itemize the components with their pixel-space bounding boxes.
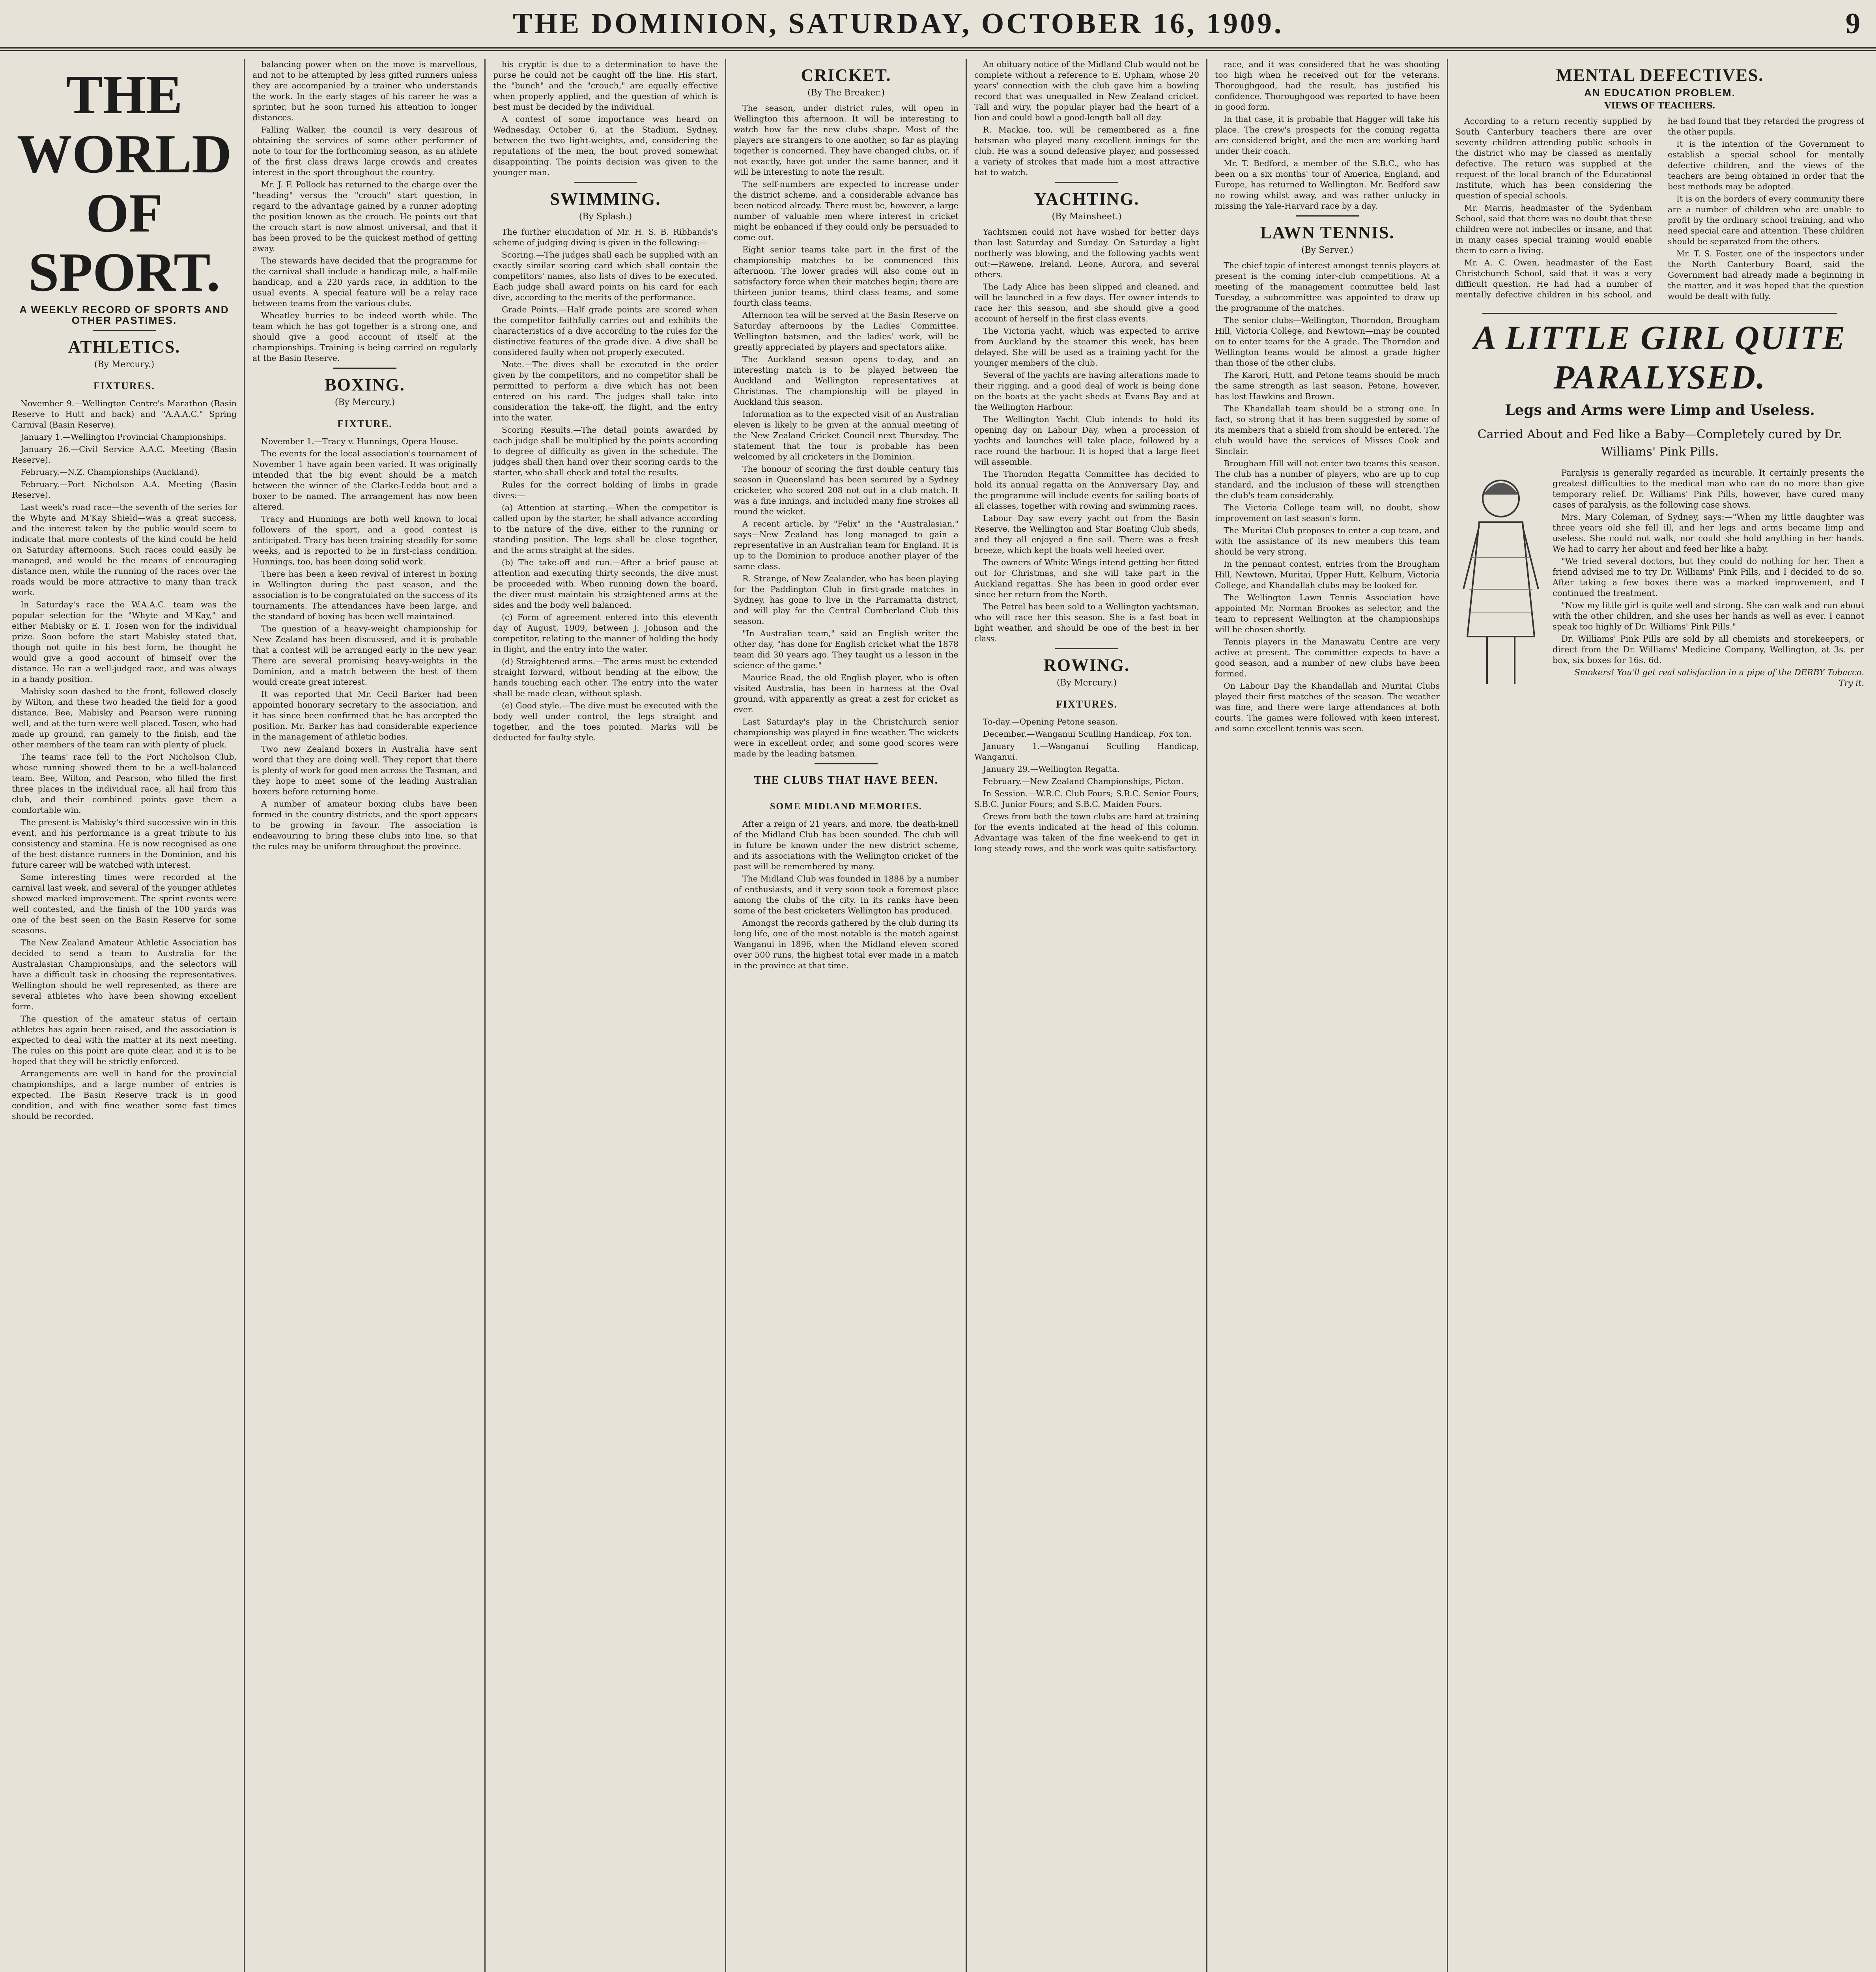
paragraph: Note.—The dives shall be executed in the order given by the competitors, and no competitor shall be permitted to perform a dive which has not been entered on his card. The judges shall take into consideration the take-off, the flight, and the entry into the water.	[493, 360, 718, 422]
yachting-heading: YACHTING.	[1034, 189, 1140, 209]
paragraph: his cryptic is due to a determination to have the purse he could not be caught off the line. His start, the "bunch" and the "crouch," are equally effective when properly applied, and the question of which is best must be decided by the individual.	[493, 60, 718, 112]
column-5	[974, 59, 1199, 1972]
education-problem-subheading: AN EDUCATION PROBLEM.	[1584, 87, 1736, 99]
masthead-title: THE DOMINION, SATURDAY, OCTOBER 16, 1909.	[513, 7, 1284, 40]
paragraph: Labour Day saw every yacht out from the Basin Reserve, the Wellington and Star Boating Club sheds, and they all enjoyed a fine sail. There was a fresh breeze, which kept the boats well heeled over.	[974, 514, 1199, 555]
paragraph: November 9.—Wellington Centre's Marathon (Basin Reserve to Hutt and back) and "A.A.A.C." Spring Carnival (Basin Reserve).	[12, 399, 237, 430]
paragraph: Last Saturday's play in the Christchurch senior championship was played in fine weather. The wickets were in excellent order, and some good scores were made by the leading batsmen.	[734, 717, 959, 758]
rowing-fixtures-heading: FIXTURES.	[1056, 698, 1117, 710]
paragraph: R. Strange, of New Zealander, who has been playing for the Paddington Club in first-grade matches in Sydney, has gone to live in the Parramatta district, and will play for the Central Cumberland Club this season.	[734, 574, 959, 626]
column-1	[12, 59, 237, 1972]
paragraph: January 29.—Wellington Regatta.	[983, 764, 1120, 774]
mental-defectives-body	[1456, 116, 1864, 302]
paragraph: Mr. A. C. Owen, headmaster of the East Christchurch School, said that it was a very difficult question. He had had a number of mentally defective children in his school, and he had found that they retarded the progress of the other pupils.	[1456, 116, 1864, 299]
masthead	[0, 0, 1876, 51]
paragraph: balancing power when on the move is marvellous, and not to be attempted by less gifted runners unless they are accompanied by a trainer who understands the work. In the early stages of his career he was a sprinter, but he soon turned his attention to longer distances.	[252, 60, 477, 122]
column-rule	[244, 59, 245, 1972]
paragraph: The Lady Alice has been slipped and cleaned, and will be launched in a few days. Her owner intends to race her this season, and she should give a good account of herself in the first class events.	[974, 282, 1199, 323]
paragraph: The Victoria yacht, which was expected to arrive from Auckland by the steamer this week, has been delayed. She will be used as a training yacht for the younger members of the club.	[974, 326, 1199, 368]
paragraph: The question of the amateur status of certain athletes has again been raised, and the association is expected to deal with the matter at its next meeting. The rules on this point are quite clear, and it is to be hoped that they will be strictly enforced.	[12, 1014, 237, 1066]
paragraph: The Wellington Yacht Club intends to hold its opening day on Labour Day, when a procession of yachts and launches will take place, followed by a race round the harbour. It is hoped that a large fleet will assemble.	[974, 415, 1199, 467]
paragraph: The New Zealand Amateur Athletic Association has decided to send a team to Australia for the Australasian Championships, and the selectors will have a difficult task in choosing the representatives. Wellington should be well represented, as there are several athletes who have been showing excellent form.	[12, 938, 237, 1011]
column-rule	[966, 59, 967, 1972]
ad-subheadline: Legs and Arms were Limp and Useless.	[1505, 402, 1815, 418]
paragraph: Amongst the records gathered by the club during its long life, one of the most notable is the match against Wanganui in 1896, when the Midland eleven scored over 500 runs, the highest total ever made in a match in the province at that time.	[734, 918, 959, 970]
divider	[574, 182, 637, 183]
paragraph: The Khandallah team should be a strong one. In fact, so strong that it has been suggested by some of its members that a shield from should be entered. The club would have the services of Misses Cook and Sinclair.	[1215, 404, 1440, 456]
paragraph: (a) Attention at starting.—When the competitor is called upon by the starter, he shall advance according to the nature of the dive, either to the running or standing position. The legs shall be close together, and the arms straight at the sides.	[493, 503, 718, 555]
paragraph: A recent article, by "Felix" in the "Australasian," says—New Zealand has long managed to gain a representative in an Australian team for England. It is up to the Dominion to produce another player of the same class.	[734, 519, 959, 571]
paragraph: According to a return recently supplied by South Canterbury teachers there are over seventy children attending public schools in the district who may be classed as mentally defective. The return was supplied at the request of the local branch of the Educational Institute, which has been considering the question of special schools.	[1456, 116, 1652, 200]
paragraph: To-day.—Opening Petone season.	[983, 717, 1118, 726]
paragraph: The chief topic of interest amongst tennis players at present is the coming inter-club competitions. At a meeting of the management committee held last Tuesday, a subcommittee was appointed to draw up the programme of the matches.	[1215, 261, 1440, 313]
paragraph: The present is Mabisky's third successive win in this event, and his performance is a great tribute to his consistency and stamina. He is now recognised as one of the best distance runners in the Dominion, and his future career will be watched with interest.	[12, 818, 237, 870]
paragraph: Some interesting times were recorded at the carnival last week, and several of the younger athletes showed marked improvement. The sprint events were well contested, and the finish of the 100 yards was one of the best seen on the Basin Reserve for some seasons.	[12, 872, 237, 935]
paragraph: The Auckland season opens to-day, and an interesting match is to be played between the Auckland and Wellington representatives at Christmas. The championship will be played in Auckland this season.	[734, 355, 959, 407]
paragraph: The events for the local association's tournament of November 1 have again been varied. It was originally intended that the big event should be a match between the winner of the Clarke-Ledda bout and a boxer to be named. The arrangement has now been altered.	[252, 449, 477, 512]
cricket-heading: CRICKET.	[801, 65, 891, 85]
divider	[333, 368, 396, 369]
paragraph: It is on the borders of every community there are a number of children who are unable to profit by the ordinary school training, and who need special care and attention. These children should be separated from the others.	[1668, 194, 1864, 246]
lawn-tennis-heading: LAWN TENNIS.	[1260, 223, 1395, 242]
paragraph: Maurice Read, the old English player, who is often visited Australia, has been in harness at the Oval ground, with apparently as great a zest for cricket as ever.	[734, 673, 959, 714]
paragraph: (d) Straightened arms.—The arms must be extended straight forward, without bending at the elbow, the hands touching each other. The entry into the water shall be made clean, without splash.	[493, 657, 718, 698]
paragraph: The question of a heavy-weight championship for New Zealand has been discussed, and it is probable that a contest will be arranged early in the new year. There are several promising heavy-weights in the Dominion, and a match between the best of them would create great interest.	[252, 624, 477, 687]
paragraph: The self-numbers are expected to increase under the district scheme, and a considerable advance has been noticed already. There must be, however, a large number of valuable men where interest in cricket might be enhanced if they could only be persuaded to come out.	[734, 179, 959, 242]
paragraph: Mabisky soon dashed to the front, followed closely by Wilton, and these two headed the field for a good distance. Bee, Mabisky and Pearson were running well, and at the turn were well placed. Tosen, who had made up ground, ran gamely to the finish, and the other members of the team ran with plenty of pluck.	[12, 687, 237, 749]
paragraph: The senior clubs—Wellington, Thorndon, Brougham Hill, Victoria College, and Newtown—may be counted on to enter teams for the A grade. The Thorndon and Wellington teams would be almost a grade higher than those of the other clubs.	[1215, 316, 1440, 368]
ad-body	[1456, 468, 1864, 689]
paragraph: It was reported that Mr. Cecil Barker had been appointed honorary secretary to the association, and it has since been confirmed that he has accepted the position. Mr. Barker has had considerable experience in the management of athletic bodies.	[252, 689, 477, 741]
paragraph: (c) Form of agreement entered into this eleventh day of August, 1909, between J. Johnson and the competitor, relating to the manner of holding the body in flight, and the entry into the water.	[493, 613, 718, 654]
column-3	[493, 59, 718, 1972]
paragraph: Rules for the correct holding of limbs in grade dives:—	[493, 480, 718, 500]
paragraph: Eight senior teams take part in the first of the championship matches to be commenced this afternoon. The lower grades will also come out in satisfactory force when their matches begin; there are thirteen junior teams, third class teams, and some fourth class teams.	[734, 245, 959, 308]
paragraph: Wheatley hurries to be indeed worth while. The team which he has got together is a strong one, and should give a good account of itself at the championships. Training is being carried on regularly at the Basin Reserve.	[252, 311, 477, 363]
yachting-byline: (By Mainsheet.)	[1052, 212, 1122, 222]
column-rule	[484, 59, 486, 1972]
paragraph: (e) Good style.—The dive must be executed with the body well under control, the legs straight and together, and the toes pointed. Marks will be deducted for faulty style.	[493, 701, 718, 742]
paragraph: The Muritai Club proposes to enter a cup team, and with the assistance of its new members this team should be very strong.	[1215, 526, 1440, 556]
swimming-byline: (By Splash.)	[579, 212, 632, 222]
paragraph: The Thorndon Regatta Committee has decided to hold its annual regatta on the Anniversary Day, and the programme will include events for sailing boats of all classes, together with rowing and swimming races.	[974, 469, 1199, 511]
column-rule	[1206, 59, 1207, 1972]
paragraph: race, and it was considered that he was shooting too high when he received out for the veterans. Thoroughgood, had the result, has justified his confidence. Thoroughgood was reported to have been in good form.	[1215, 60, 1440, 112]
world-of-sport-title: THE WORLD OF SPORT.	[17, 64, 232, 303]
article-body	[12, 398, 237, 1122]
column-2	[252, 59, 477, 1972]
paragraph: December.—Wanganui Sculling Handicap, Fox ton.	[983, 729, 1192, 739]
paragraph: Yachtsmen could not have wished for better days than last Saturday and Sunday. On Saturday a light northerly was blowing, and the following yachts went out:—Rawene, Ireland, Leone, Aurora, and several others.	[974, 227, 1199, 279]
paragraph: The honour of scoring the first double century this season in Queensland has been secured by a Sydney cricketer, who scored 208 not out in a club match. It was a fine innings, and included many fine strokes all round the wicket.	[734, 464, 959, 516]
paragraph: January 1.—Wellington Provincial Championships.	[21, 432, 226, 442]
paragraph: February.—N.Z. Championships (Auckland).	[21, 467, 200, 477]
paragraph: Falling Walker, the council is very desirous of obtaining the services of some other performer of note to tour for the forthcoming season, as an athlete of the first class draws large crowds and creates interest in the sport throughout the country.	[252, 125, 477, 177]
paragraph: Mr. Marris, headmaster of the Sydenham School, said that there was no doubt that these children were not imbeciles or insane, and that in many cases special training would enable them to earn a living.	[1456, 203, 1652, 255]
paragraph: "Now my little girl is quite well and strong. She can walk and run about with the other children, and she uses her hands as well as ever. I cannot speak too highly of Dr. Williams' Pink Pills."	[1553, 601, 1864, 631]
paragraph: January 1.—Wanganui Sculling Handicap, Wanganui.	[974, 741, 1199, 762]
paragraph: The Midland Club was founded in 1888 by a number of enthusiasts, and it very soon took a foremost place among the clubs of the city. In its ranks have been some of the best cricketers Wellington has produced.	[734, 874, 959, 915]
cricket-byline: (By The Breaker.)	[807, 88, 885, 98]
rowing-heading: ROWING.	[1043, 655, 1130, 675]
paragraph: In Saturday's race the W.A.A.C. team was the popular selection for the "Whyte and M'Kay," and either Mabisky or E. T. Tosen won for the individual prize. Soon before the start Mabisky stated that, though not quite in his best form, he thought he would give a good account of himself over the distance. He ran a well-judged race, and was always in a handy position.	[12, 600, 237, 684]
paragraph: February.—Port Nicholson A.A. Meeting (Basin Reserve).	[12, 480, 237, 500]
column-6	[1215, 59, 1440, 1972]
paragraph: Dr. Williams' Pink Pills are sold by all chemists and storekeepers, or direct from the Dr. Williams' Medicine Company, Wellington, at 3s. per box, six boxes for 16s. 6d.	[1553, 634, 1864, 665]
boxing-fixture-heading: FIXTURE.	[337, 418, 392, 430]
paragraph: Arrangements are well in hand for the provincial championships, and a large number of entries is expected. The Basin Reserve track is in good condition, and with fine weather some fast times should be recorded.	[12, 1069, 237, 1121]
paragraph: Mrs. Mary Coleman, of Sydney, says:—"When my little daughter was three years old she fell ill, and her legs and arms became limp and useless. She could not walk, nor could she hold anything in her hands. We had to carry her about and feed her like a baby.	[1553, 512, 1864, 554]
paragraph: The Karori, Hutt, and Petone teams should be much the same strength as last season, Petone, however, has lost Hawkins and Brown.	[1215, 370, 1440, 401]
paragraph: The owners of White Wings intend getting her fitted out for Christmas, and she will take part in the Auckland regattas. She has been in good order ever since her return from the North.	[974, 558, 1199, 599]
paragraph: Last week's road race—the seventh of the series for the Whyte and M'Kay Shield—was a great success, and the interest taken by the public would seem to indicate that more contests of the kind could be held on Saturday afternoons. Such races could easily be managed, and would be the means of encouraging distance men, while the running of the races over the roads would be more attractive to many than track work.	[12, 502, 237, 597]
paragraph: Brougham Hill will not enter two teams this season. The club has a number of players, who are up to cup standard, and the inclusion of these will strengthen the club's team considerably.	[1215, 459, 1440, 500]
paragraph: Crews from both the town clubs are hard at training for the events indicated at the head of this column. Advantage was taken of the fine week-end to get in long steady rows, and the work was quite satisfactory.	[974, 812, 1199, 853]
rowing-byline: (By Mercury.)	[1056, 678, 1117, 688]
paragraph: It is the intention of the Government to establish a special school for mentally defective children, and the views of the teachers are being obtained in order that the best methods may be adopted.	[1668, 139, 1864, 191]
ad-subheadline-2: Carried About and Fed like a Baby—Completely cured by Dr. Williams' Pink Pills.	[1477, 428, 1842, 459]
paragraph: The Wellington Lawn Tennis Association have appointed Mr. Norman Brookes as selector, and the team to represent Wellington at the championships will be chosen shortly.	[1215, 593, 1440, 634]
paragraph: Afternoon tea will be served at the Basin Reserve on Saturday afternoons by the Ladies' Committee. Wellington batsmen, and the ladies' work, will be greatly appreciated by players and spectators alike.	[734, 310, 959, 352]
lawn-tennis-byline: (By Server.)	[1301, 245, 1353, 255]
paragraph: After a reign of 21 years, and more, the death-knell of the Midland Club has been sounded. The club will in future be known under the new district scheme, and its associations with the Wellington cricket of the past will be remembered by many.	[734, 819, 959, 871]
divider	[1055, 182, 1118, 183]
paragraph: There has been a keen revival of interest in boxing in Wellington during the past season, and the association is to be congratulated on the success of its tournaments. The attendances have been large, and the standard of boxing has been well maintained.	[252, 569, 477, 621]
ad-headline: A LITTLE GIRL QUITE PARALYSED.	[1473, 319, 1846, 396]
paragraph: "In Australian team," said an English writer the other day, "has done for English cricket what the 1878 team did 30 years ago. They taught us a lesson in the science of the game."	[734, 629, 959, 670]
paragraph: Tracy and Hunnings are both well known to local followers of the sport, and a good contest is anticipated. Tracy has been training steadily for some weeks, and is reported to be in first-class condition. Hunnings, too, has been doing solid work.	[252, 514, 477, 566]
paragraph: R. Mackie, too, will be remembered as a fine batsman who played many excellent innings for the club. He was a sound defensive player, and possessed a variety of strokes that made him a most attractive bat to watch.	[974, 125, 1199, 177]
divider	[93, 330, 156, 331]
mental-defectives-heading: MENTAL DEFECTIVES.	[1556, 65, 1764, 85]
paragraph: Scoring.—The judges shall each be supplied with an exactly similar scoring card which shall contain the competitors' names, also lists of dives to be executed. Each judge shall award points on his card for each dive, according to the merits of the performance.	[493, 250, 718, 302]
paragraph: A number of amateur boxing clubs have been formed in the country districts, and the sport appears to be growing in favour. The association is endeavouring to bring these clubs into line, so that the rules may be uniform throughout the province.	[252, 799, 477, 851]
paragraph: "We tried several doctors, but they could do nothing for her. Then a friend advised me to try Dr. Williams' Pink Pills, and I decided to do so. After taking a few boxes there was a marked improvement, and I continued the treatment.	[1553, 556, 1864, 598]
athletics-heading: ATHLETICS.	[68, 337, 181, 357]
column-4	[734, 59, 959, 1972]
paragraph: Scoring Results.—The detail points awarded by each judge shall be multiplied by the points according to degree of difficulty as given in the schedule. The judges shall then hand over their scoring cards to the starter, who shall check and total the results.	[493, 425, 718, 477]
paragraph: Paralysis is generally regarded as incurable. It certainly presents the greatest difficulties to the medical man who can do no more than give temporary relief. Dr. Williams' Pink Pills, however, have cured many cases of paralysis, as the following case shows.	[1553, 468, 1864, 510]
athletics-byline: (By Mercury.)	[94, 360, 155, 370]
midland-subheading: SOME MIDLAND MEMORIES.	[770, 801, 922, 812]
ad-footer: Smokers! You'll get real satisfaction in a pipe of the DERBY Tobacco. Try it.	[1574, 668, 1864, 688]
divider	[1296, 215, 1359, 217]
views-of-teachers-subheading: VIEWS OF TEACHERS.	[1604, 101, 1715, 111]
paragraph: Tennis players in the Manawatu Centre are very active at present. The committee expects to have a good season, and a number of new clubs have been formed.	[1215, 637, 1440, 678]
paragraph: Information as to the expected visit of an Australian eleven is likely to be given at the annual meeting of the New Zealand Cricket Council next Thursday. The statement that the tour is probable has been welcomed by all cricketers in the Dominion.	[734, 409, 959, 461]
paragraph: A contest of some importance was heard on Wednesday, October 6, at the Stadium, Sydney, between the two light-weights, and, considering the reputations of the men, the bout proved somewhat disappointing. The points decision was given to the younger man.	[493, 114, 718, 177]
column-7	[1456, 59, 1864, 1972]
fixtures-heading: FIXTURES.	[93, 380, 155, 392]
column-rule	[725, 59, 726, 1972]
paragraph: An obituary notice of the Midland Club would not be complete without a reference to E. Upham, whose 20 years' connection with the club gave him a bowling record that was unequalled in New Zealand cricket. Tall and wiry, the popular player had the heart of a lion and could bowl a good-length ball all day.	[974, 60, 1199, 122]
paragraph: Mr. T. S. Foster, one of the inspectors under the North Canterbury Board, said the Government had already made a beginning in the matter, and it was hoped that the question would be dealt with fully.	[1668, 249, 1864, 301]
page-number: 9	[1846, 7, 1860, 40]
boxing-byline: (By Mercury.)	[334, 398, 395, 407]
divider	[1055, 648, 1118, 649]
paragraph: The stewards have decided that the programme for the carnival shall include a handicap mile, a half-mile handicap, and a 220 yards race, in addition to the usual events. A special feature will be a relay race between teams from the various clubs.	[252, 256, 477, 308]
clubs-heading: THE CLUBS THAT HAVE BEEN.	[754, 774, 938, 786]
girl-illustration-image	[1456, 471, 1546, 692]
paragraph: In Session.—W.R.C. Club Fours; S.B.C. Senior Fours; S.B.C. Junior Fours; and S.B.C. Maiden Fours.	[974, 789, 1199, 809]
paragraph: In the pennant contest, entries from the Brougham Hill, Newtown, Muritai, Upper Hutt, Kelburn, Victoria College, and Khandallah clubs may be looked for.	[1215, 559, 1440, 590]
paragraph: (b) The take-off and run.—After a brief pause at attention and executing thirty seconds, the dive must be proceeded with. When running down the board, the diver must maintain his straightened arms at the sides and the body well balanced.	[493, 558, 718, 610]
paragraph: The Petrel has been sold to a Wellington yachtsman, who will race her this season. She is a fast boat in light weather, and should be one of the best in her class.	[974, 602, 1199, 643]
column-rule	[1447, 59, 1448, 1972]
swimming-heading: SWIMMING.	[550, 189, 661, 209]
pink-pills-advertisement	[1456, 313, 1864, 689]
girl-illustration	[1456, 471, 1546, 692]
paragraph: The Victoria College team will, no doubt, show improvement on last season's form.	[1215, 503, 1440, 523]
paragraph: November 1.—Tracy v. Hunnings, Opera House.	[261, 437, 458, 446]
paragraph: Two new Zealand boxers in Australia have sent word that they are doing well. They report that there is plenty of work for good men across the Tasman, and they hope to meet some of the leading Australian boxers before returning home.	[252, 744, 477, 796]
paragraph: Mr. J. F. Pollock has returned to the charge over the "heading" versus the "crouch" start question, in regard to the advantage gained by a runner adopting the position known as the crouch. He points out that the crouch start is now almost universal, and that it has been proved to be the quickest method of getting away.	[252, 180, 477, 253]
paragraph: On Labour Day the Khandallah and Muritai Clubs played their first matches of the season. The weather was fine, and there were large attendances at both courts. The games were followed with keen interest, and some excellent tennis was seen.	[1215, 681, 1440, 733]
paragraph: Several of the yachts are having alterations made to their rigging, and a good deal of work is being done on the boats at the yacht sheds at Evans Bay and at the Wellington Harbour.	[974, 370, 1199, 412]
paragraph: February.—New Zealand Championships, Picton.	[983, 777, 1184, 786]
paragraph: January 26.—Civil Service A.A.C. Meeting (Basin Reserve).	[12, 444, 237, 465]
world-of-sport-subtitle: A WEEKLY RECORD OF SPORTS AND OTHER PASTIMES.	[19, 304, 229, 326]
paragraph: The teams' race fell to the Port Nicholson Club, whose running showed them to be a well-balanced team. Bee, Wilton, and Pearson, who filled the first three places in the individual race, all hail from this club, and their combined points gave them a comfortable win.	[12, 752, 237, 815]
paragraph: In that case, it is probable that Hagger will take his place. The crew's prospects for the coming regatta are considered bright, and the men are working hard under their coach.	[1215, 114, 1440, 156]
paragraph: Grade Points.—Half grade points are scored when the competitor faithfully carries out and exhibits the characteristics of a dive according to the rules for the distinctive features of the grade dive. A dive shall be considered faulty when not properly executed.	[493, 305, 718, 357]
divider	[815, 763, 878, 764]
divider	[1482, 313, 1837, 314]
paragraph: The further elucidation of Mr. H. S. B. Ribbands's scheme of judging diving is given in the following:—	[493, 227, 718, 247]
boxing-heading: BOXING.	[325, 375, 405, 394]
paragraph: The season, under district rules, will open in Wellington this afternoon. It will be interesting to watch how far the new clubs shape. Most of the players are strangers to one another, so far as playing together is concerned. They have changed clubs, or, if not exactly, have got under the same banner, and it will be interesting to note the result.	[734, 103, 959, 177]
paragraph: Mr. T. Bedford, a member of the S.B.C., who has been on a six months' tour of America, England, and Europe, has returned to Wellington. Mr. Bedford saw no rowing whilst away, and was rather unlucky in missing the Yale-Harvard race by a day.	[1215, 159, 1440, 211]
